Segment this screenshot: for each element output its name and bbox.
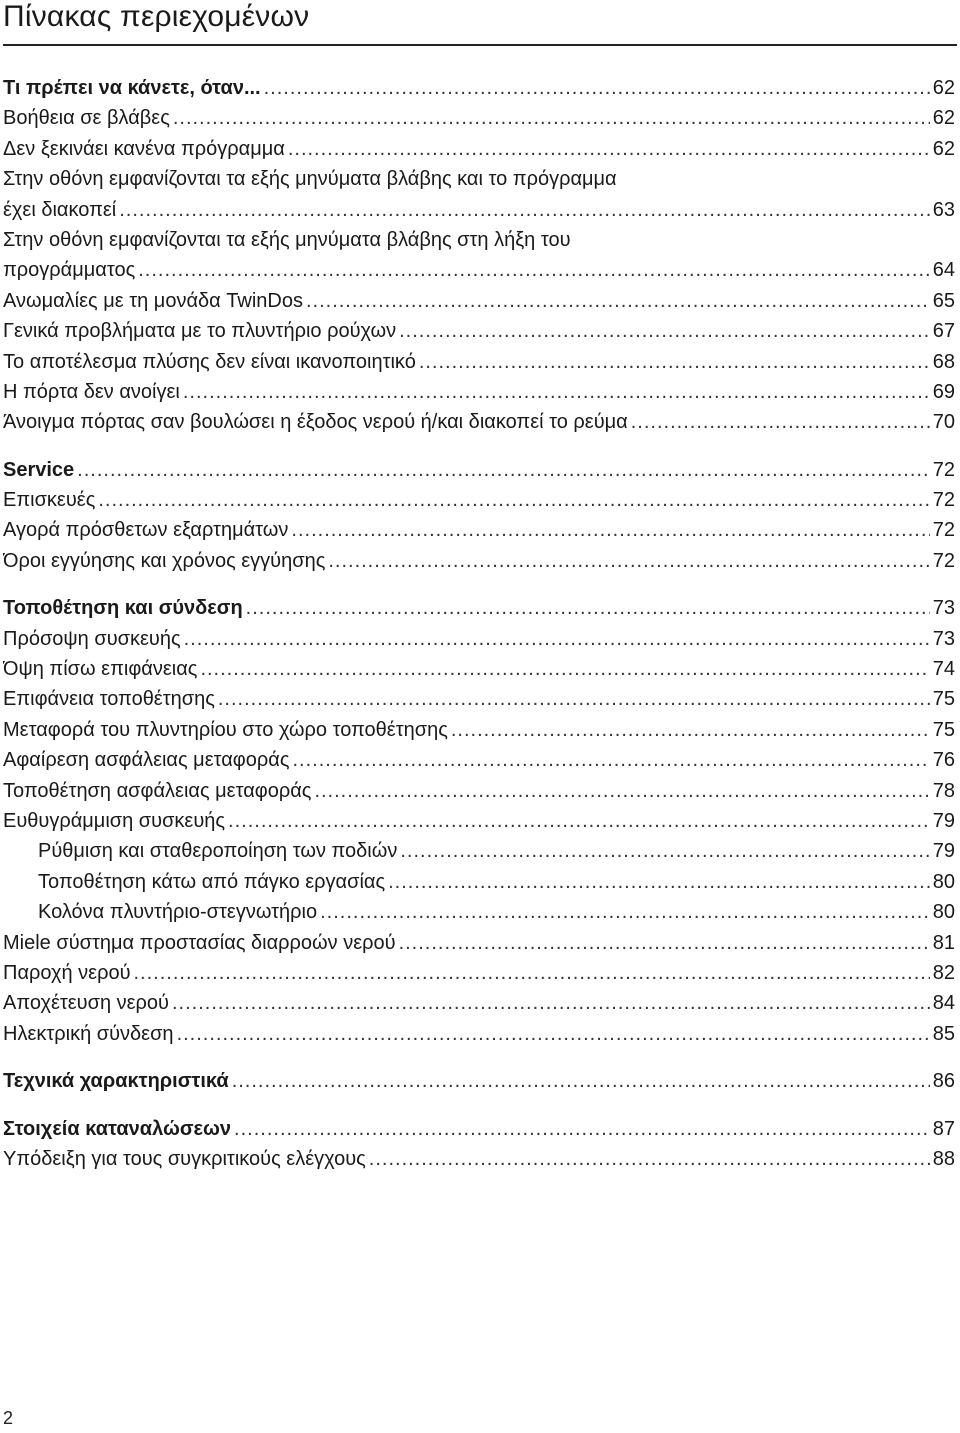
- toc-entry-label: Όψη πίσω επιφάνειας: [3, 658, 198, 681]
- toc-entry[interactable]: [3, 515, 955, 545]
- toc-heading-label: Τοποθέτηση και σύνδεση: [3, 597, 243, 620]
- toc-page-number: 73: [932, 597, 955, 620]
- toc-entry[interactable]: [3, 776, 955, 806]
- dot-leader: [388, 867, 930, 897]
- toc-entry[interactable]: [3, 316, 955, 346]
- toc-section: [3, 1066, 955, 1096]
- toc-entry-label: Υπόδειξη για τους συγκριτικούς ελέγχους: [3, 1147, 366, 1170]
- page-number: 2: [3, 1408, 14, 1428]
- toc-heading[interactable]: [3, 593, 955, 623]
- dot-leader: [314, 776, 929, 806]
- dot-leader: [399, 316, 930, 346]
- toc-entry[interactable]: [3, 958, 955, 988]
- toc-entry-label: Τοποθέτηση κάτω από πάγκο εργασίας: [38, 870, 386, 893]
- toc-page-number: 80: [932, 870, 955, 893]
- toc-page-number: 67: [932, 320, 955, 343]
- toc-heading[interactable]: [3, 455, 955, 485]
- table-of-contents: [3, 73, 955, 1191]
- toc-page-number: 72: [932, 458, 955, 481]
- toc-page-number: 72: [932, 519, 955, 542]
- toc-entry[interactable]: [3, 195, 955, 225]
- toc-entry[interactable]: [3, 654, 955, 684]
- toc-page-number: 75: [932, 718, 955, 741]
- toc-entry-label: Ανωμαλίες με τη μονάδα TwinDos: [3, 289, 303, 312]
- dot-leader: [232, 1066, 930, 1096]
- dot-leader: [631, 407, 930, 437]
- dot-leader: [172, 988, 930, 1018]
- toc-entry-label: Δεν ξεκινάει κανένα πρόγραμμα: [3, 137, 285, 160]
- toc-entry-label: Η πόρτα δεν ανοίγει: [3, 380, 180, 403]
- dot-leader: [288, 134, 930, 164]
- dot-leader: [419, 347, 930, 377]
- toc-entry[interactable]: [3, 806, 955, 836]
- toc-page-number: 88: [932, 1147, 955, 1170]
- toc-entry[interactable]: [3, 546, 955, 576]
- toc-entry-label: Κολόνα πλυντήριο-στεγνωτήριο: [38, 901, 318, 924]
- toc-entry-label: Όροι εγγύησης και χρόνος εγγύησης: [3, 549, 326, 572]
- toc-entry[interactable]: [3, 377, 955, 407]
- toc-entry[interactable]: [3, 286, 955, 316]
- toc-entry-label: Μεταφορά του πλυντηρίου στο χώρο τοποθέτησης: [3, 718, 448, 741]
- toc-entry[interactable]: [3, 715, 955, 745]
- toc-page-number: 63: [932, 198, 955, 221]
- toc-heading-label: Στοιχεία καταναλώσεων: [3, 1117, 232, 1140]
- dot-leader: [306, 286, 930, 316]
- dot-leader: [183, 377, 930, 407]
- toc-entry[interactable]: [3, 347, 955, 377]
- toc-heading-label: Service: [3, 458, 75, 481]
- dot-leader: [98, 485, 929, 515]
- toc-entry[interactable]: [3, 485, 955, 515]
- toc-page-number: 72: [932, 549, 955, 572]
- dot-leader: [234, 1114, 930, 1144]
- toc-page-number: 76: [932, 749, 955, 772]
- dot-leader: [369, 1144, 930, 1174]
- dot-leader: [328, 546, 929, 576]
- toc-entry[interactable]: [3, 988, 955, 1018]
- toc-section: [3, 1114, 955, 1175]
- toc-entry-label: Αγορά πρόσθετων εξαρτημάτων: [3, 519, 289, 542]
- toc-entry-label: Το αποτέλεσμα πλύσης δεν είναι ικανοποιητικό: [3, 350, 416, 373]
- toc-page-number: 74: [932, 658, 955, 681]
- toc-page-number: 64: [932, 259, 955, 282]
- toc-entry-label: Επισκευές: [3, 489, 96, 512]
- toc-entry[interactable]: [3, 836, 955, 866]
- dot-leader: [218, 684, 930, 714]
- dot-leader: [320, 897, 930, 927]
- toc-entry-label: Αποχέτευση νερού: [3, 992, 169, 1015]
- toc-entry-label: Βοήθεια σε βλάβες: [3, 107, 170, 130]
- toc-entry-label: Στην οθόνη εμφανίζονται τα εξής μηνύματα βλάβης και το πρόγραμμα: [3, 168, 617, 191]
- dot-leader: [173, 103, 930, 133]
- dot-leader: [138, 255, 930, 285]
- toc-entry-label: Miele σύστημα προστασίας διαρροών νερού: [3, 931, 396, 954]
- toc-entry[interactable]: [3, 624, 955, 654]
- toc-heading[interactable]: [3, 73, 955, 103]
- toc-page-number: 79: [932, 840, 955, 863]
- toc-page-number: 62: [932, 77, 955, 99]
- toc-section: [3, 593, 955, 1049]
- toc-entry[interactable]: [3, 407, 955, 437]
- toc-heading-label: Τεχνικά χαρακτηριστικά: [3, 1070, 229, 1093]
- dot-leader: [134, 958, 930, 988]
- toc-page-number: 82: [932, 961, 955, 984]
- toc-entry[interactable]: [3, 255, 955, 285]
- toc-entry-label: προγράμματος: [3, 259, 136, 282]
- toc-page-number: 65: [932, 289, 955, 312]
- dot-leader: [451, 715, 930, 745]
- dot-leader: [184, 624, 930, 654]
- toc-entry-label: Επιφάνεια τοποθέτησης: [3, 688, 215, 711]
- dot-leader: [119, 195, 930, 225]
- toc-entry[interactable]: [3, 1144, 955, 1174]
- dot-leader: [77, 455, 930, 485]
- toc-entry[interactable]: [3, 867, 955, 897]
- toc-page-number: 85: [932, 1022, 955, 1045]
- dot-leader: [200, 654, 929, 684]
- toc-page-number: 84: [932, 992, 955, 1015]
- toc-heading[interactable]: [3, 1066, 955, 1096]
- toc-entry[interactable]: [3, 684, 955, 714]
- dot-leader: [177, 1019, 930, 1049]
- dot-leader: [228, 806, 930, 836]
- toc-page-number: 62: [932, 107, 955, 130]
- toc-entry-label: Ηλεκτρική σύνδεση: [3, 1022, 174, 1045]
- page-title: Πίνακας περιεχομένων: [3, 0, 310, 33]
- toc-entry-label: Ευθυγράμμιση συσκευής: [3, 809, 226, 832]
- toc-entry-label: έχει διακοπεί: [3, 198, 117, 221]
- toc-entry[interactable]: [3, 928, 955, 958]
- toc-section: [3, 73, 955, 438]
- toc-page-number: 81: [932, 931, 955, 954]
- toc-page-number: 69: [932, 380, 955, 403]
- toc-entry-label: Γενικά προβλήματα με το πλυντήριο ρούχων: [3, 320, 397, 343]
- toc-entry[interactable]: [3, 134, 955, 164]
- toc-page-number: 79: [932, 809, 955, 832]
- toc-page-number: 68: [932, 350, 955, 373]
- toc-page-number: 73: [932, 627, 955, 650]
- toc-heading-label: Τι πρέπει να κάνετε, όταν...: [3, 77, 261, 99]
- dot-leader: [292, 745, 929, 775]
- toc-entry[interactable]: [3, 897, 955, 927]
- toc-page-number: 78: [932, 779, 955, 802]
- dot-leader: [400, 836, 929, 866]
- toc-page-number: 86: [932, 1070, 955, 1093]
- toc-entry[interactable]: [3, 1019, 955, 1049]
- toc-page-number: 75: [932, 688, 955, 711]
- toc-page-number: 87: [932, 1117, 955, 1140]
- toc-page-number: 72: [932, 489, 955, 512]
- toc-section: [3, 455, 955, 577]
- toc-entry[interactable]: [3, 745, 955, 775]
- toc-entry-label: Παροχή νερού: [3, 961, 131, 984]
- toc-entry-label: Πρόσοψη συσκευής: [3, 627, 181, 650]
- toc-entry[interactable]: [3, 103, 955, 133]
- dot-leader: [291, 515, 929, 545]
- toc-heading[interactable]: [3, 1114, 955, 1144]
- dot-leader: [246, 593, 930, 623]
- dot-leader: [264, 73, 930, 103]
- dot-leader: [399, 928, 930, 958]
- title-rule: [3, 44, 957, 46]
- toc-page-number: 62: [932, 137, 955, 160]
- toc-entry-label: Στην οθόνη εμφανίζονται τα εξής μηνύματα βλάβης στη λήξη του: [3, 228, 571, 251]
- toc-entry-label: Ρύθμιση και σταθεροποίηση των ποδιών: [38, 840, 398, 863]
- toc-page-number: 70: [932, 411, 955, 434]
- toc-page-number: 80: [932, 901, 955, 924]
- toc-entry-label: Αφαίρεση ασφάλειας μεταφοράς: [3, 749, 290, 772]
- toc-entry-label: Τοποθέτηση ασφάλειας μεταφοράς: [3, 779, 312, 802]
- toc-entry-label: Άνοιγμα πόρτας σαν βουλώσει η έξοδος νερού ή/και διακοπεί το ρεύμα: [3, 411, 628, 434]
